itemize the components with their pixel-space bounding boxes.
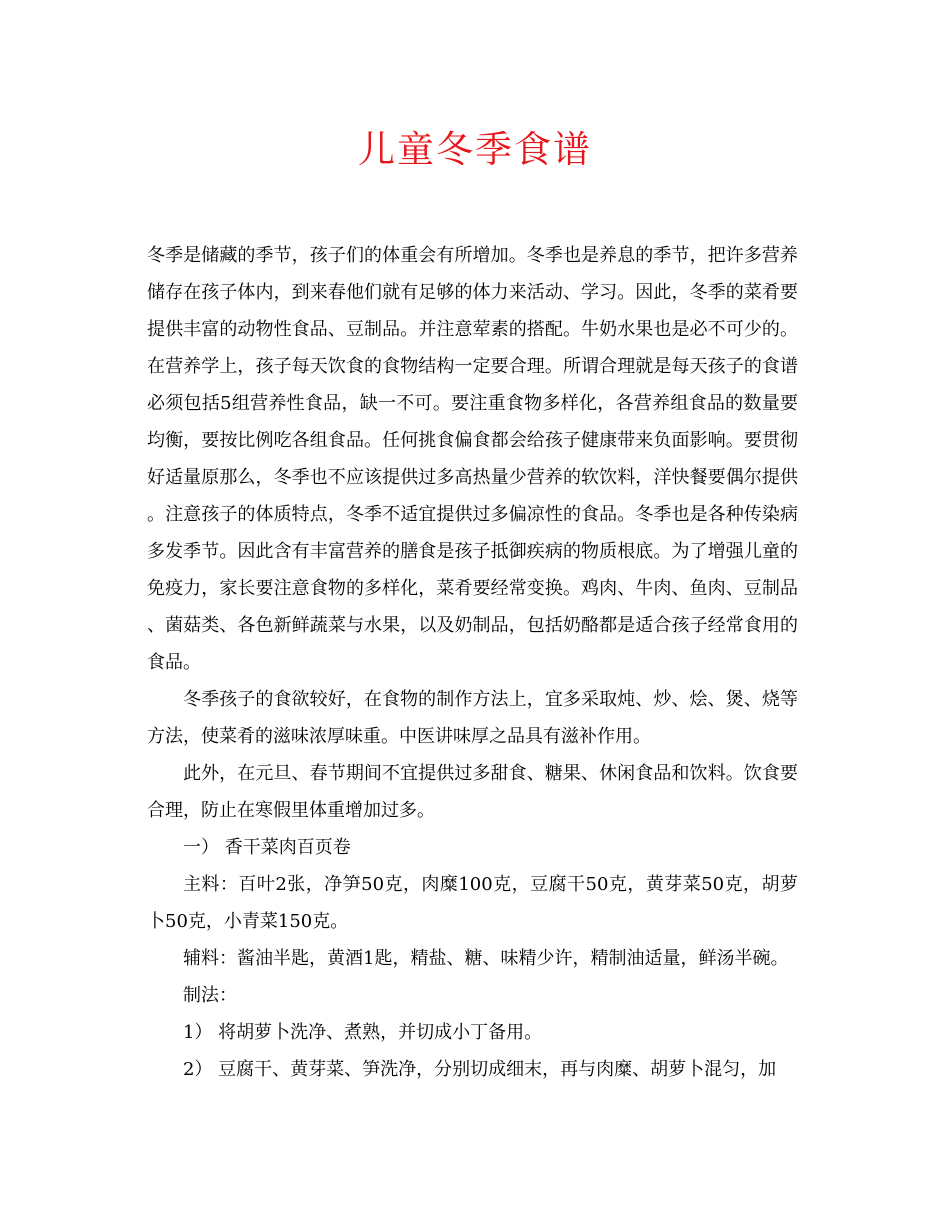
- document-body: [147, 237, 798, 1088]
- holiday-advice-paragraph: 此外，在元旦、春节期间不宜提供过多甜食、糖果、休闲食品和饮料。饮食要合理，防止在寒假里体重增加过多。: [147, 763, 798, 821]
- recipe-step-1: 1） 将胡萝卜洗净、煮熟，并切成小丁备用。: [183, 1022, 543, 1043]
- cooking-method-paragraph: 冬季孩子的食欲较好，在食物的制作方法上，宜多采取炖、炒、烩、煲、烧等方法，使菜肴的滋味浓厚味重。中医讲味厚之品具有滋补作用。: [147, 689, 798, 747]
- intro-paragraph: 冬季是储藏的季节，孩子们的体重会有所增加。冬季也是养息的季节，把许多营养储存在孩子体内，到来春他们就有足够的体力来活动、学习。因此，冬季的菜肴要提供丰富的动物性食品、豆制品。并注意荤素的搭配。牛奶水果也是必不可少的。在营养学上，孩子每天饮食的食物结构一定要合理。所谓合理就是每天孩子的食谱必须包括5组营养性食品，缺一不可。要注重食物多样化，各营养组食品的数量要均衡，要按比例吃各组食品。任何挑食偏食都会给孩子健康带来负面影响。要贯彻好适量原那么，冬季也不应该提供过多高热量少营养的软饮料，洋快餐要偶尔提供。注意孩子的体质特点，冬季不适宜提供过多偏凉性的食品。冬季也是各种传染病多发季节。因此含有丰富营养的膳食是孩子抵御疾病的物质根底。为了增强儿童的免疫力，家长要注意食物的多样化，菜肴要经常变换。鸡肉、牛肉、鱼肉、豆制品、菌菇类、各色新鲜蔬菜与水果，以及奶制品，包括奶酪都是适合孩子经常食用的食品。: [147, 245, 798, 673]
- recipe-main-ingredients: 主料：百叶2张，净笋50克，肉糜100克，豆腐干50克，黄芽菜50克，胡萝卜50克，小青菜150克。: [147, 874, 798, 932]
- recipe-auxiliary-ingredients: 辅料：酱油半匙，黄酒1匙，精盐、糖、味精少许，精制油适量，鲜汤半碗。: [183, 948, 789, 969]
- recipe-heading: 一） 香干菜肉百页卷: [183, 837, 351, 858]
- recipe-method-label: 制法：: [183, 985, 237, 1006]
- document-title: 儿童冬季食谱: [358, 128, 592, 171]
- recipe-step-2: 2） 豆腐干、黄芽菜、笋洗净，分别切成细末，再与肉糜、胡萝卜混匀，加: [183, 1059, 777, 1080]
